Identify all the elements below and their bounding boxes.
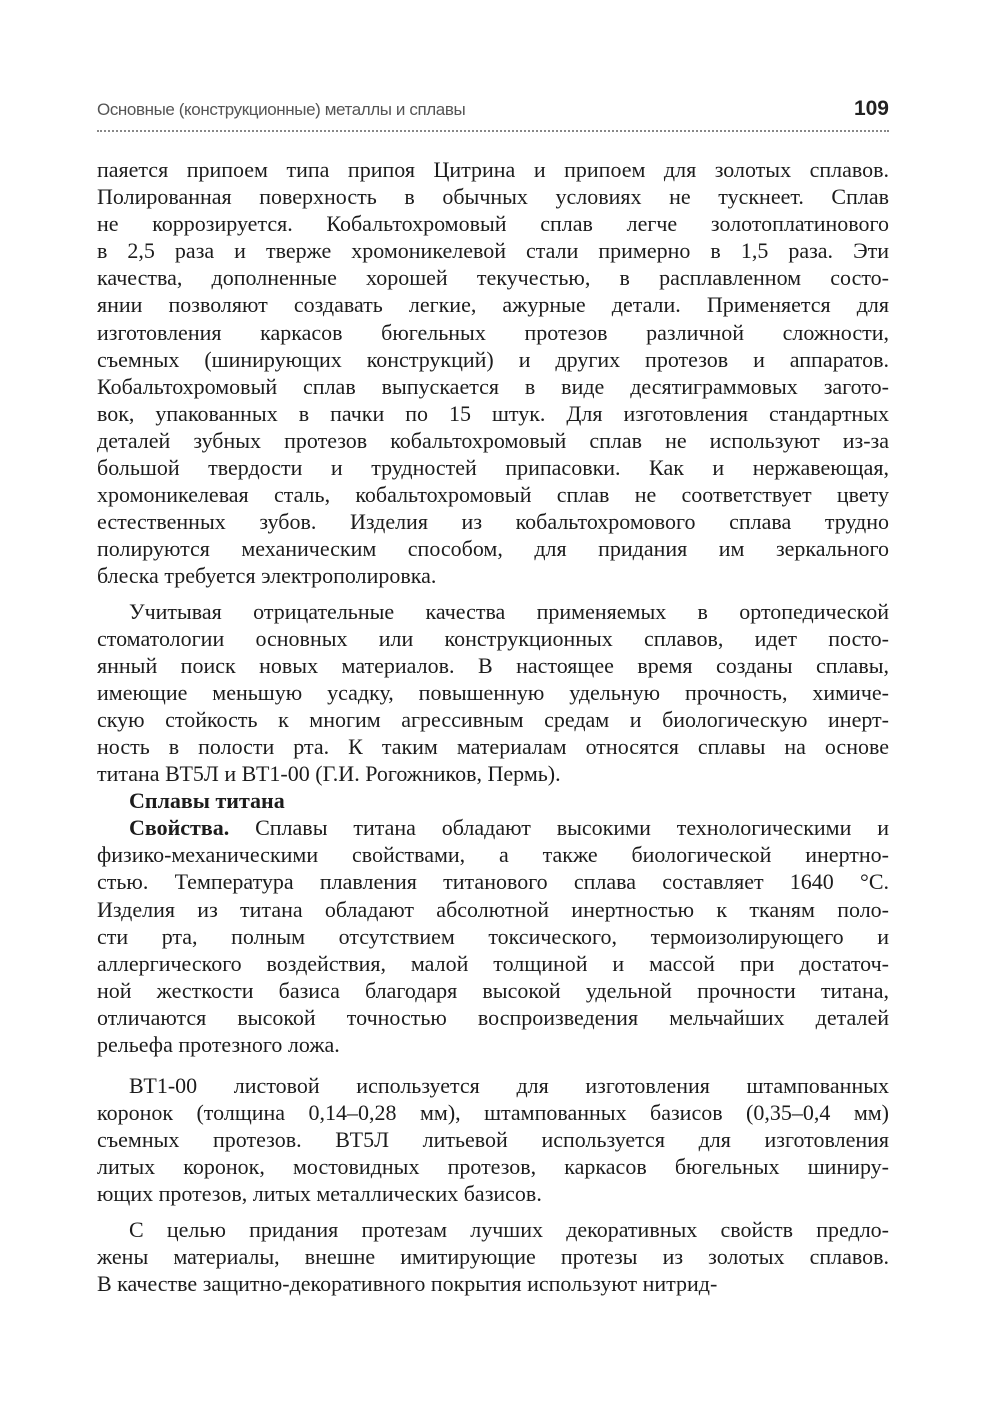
- paragraph: [97, 156, 889, 590]
- paragraph: [97, 1072, 889, 1207]
- text-line: янный поиск новых материалов. В настоящее время созданы сплавы,: [97, 652, 889, 678]
- text-line: ющих протезов, литых металлических базисов.: [97, 1181, 542, 1207]
- running-header-title: Основные (конструкционные) металлы и сплавы: [97, 100, 466, 119]
- text-line: [97, 814, 889, 841]
- text-line: изготовления каркасов бюгельных протезов различной сложности,: [97, 319, 889, 345]
- header-dotted-rule: [97, 130, 889, 132]
- page-number: 109: [853, 97, 889, 120]
- text-line: не коррозируется. Кобальтохромовый сплав легче золотоплатинового: [97, 211, 889, 237]
- text-line: физико-механическими свойствами, а также биологической инертно-: [97, 842, 889, 868]
- text-line: рельефа протезного ложа.: [97, 1032, 340, 1057]
- text-line-rest: Сплавы титана обладают высокими технологическими и: [229, 815, 889, 841]
- text-line: Изделия из титана обладают абсолютной инертностью к тканям поло-: [97, 896, 889, 922]
- text-line: сти рта, полным отсутствием токсического, термоизолирующего и: [97, 923, 889, 949]
- text-line: скую стойкость к многим агрессивным средам и биологическую инерт-: [97, 706, 889, 732]
- text-line: в 2,5 раза и тверже хромоникелевой стали примерно в 1,5 раза. Эти: [97, 238, 889, 264]
- text-line: имеющие меньшую усадку, повышенную удельную прочность, химиче-: [97, 679, 889, 705]
- text-line: титана ВТ5Л и ВТ1-00 (Г.И. Рогожников, Пермь).: [97, 761, 561, 787]
- text-line: ной жесткости базиса благодаря высокой удельной прочности титана,: [97, 977, 889, 1003]
- text-line: съемных (шинирующих конструкций) и других протезов и аппаратов.: [97, 346, 889, 372]
- paragraph: [97, 814, 889, 1058]
- paragraph: [97, 598, 889, 788]
- text-line: Полированная поверхность в обычных условиях не тускнеет. Сплав: [97, 184, 889, 210]
- text-line: жены материалы, внешне имитирующие протезы из золотых сплавов.: [97, 1243, 889, 1269]
- text-line: качества, дополненные хорошей текучестью, в расплавленном состо-: [97, 265, 889, 291]
- text-line: блеска требуется электрополировка.: [97, 563, 437, 589]
- text-line: естественных зубов. Изделия из кобальтохромового сплава трудно: [97, 509, 889, 535]
- text-line: С целью придания протезам лучших декоративных свойств предло-: [129, 1216, 889, 1242]
- lead-in-bold: Свойства.: [129, 815, 230, 841]
- text-line: коронок (толщина 0,14–0,28 мм), штампованных базисов (0,35–0,4 мм): [97, 1100, 889, 1126]
- text-line: стью. Температура плавления титанового сплава составляет 1640 °С.: [97, 869, 889, 895]
- text-line: стоматологии основных или конструкционных сплавов, идет посто-: [97, 625, 889, 651]
- text-line: ВТ1-00 листовой используется для изготовления штампованных: [129, 1073, 889, 1099]
- page-body: [97, 156, 889, 1297]
- running-header: [97, 98, 889, 128]
- text-line: Кобальтохромовый сплав выпускается в виде десятиграммовых загото-: [97, 373, 889, 399]
- text-line: янии позволяют создавать легкие, ажурные детали. Применяется для: [97, 292, 889, 318]
- text-line: аллергического воздействия, малой толщиной и массой при достаточ-: [97, 950, 889, 976]
- text-line: вок, упакованных в пачки по 15 штук. Для изготовления стандартных: [97, 400, 889, 426]
- text-line: полируются механическим способом, для придания им зеркального: [97, 536, 889, 562]
- text-line: паяется припоем типа припоя Цитрина и припоем для золотых сплавов.: [97, 157, 889, 182]
- text-line: деталей зубных протезов кобальтохромовый сплав не используют из-за: [97, 427, 889, 453]
- text-line: отличаются высокой точностью воспроизведения мельчайших деталей: [97, 1004, 889, 1030]
- section-heading: [97, 787, 889, 814]
- text-line: литых коронок, мостовидных протезов, каркасов бюгельных шиниру-: [97, 1154, 889, 1180]
- text-line: В качестве защитно-декоративного покрытия используют нитрид-: [97, 1270, 718, 1296]
- section-heading-text: Сплавы титана: [129, 788, 285, 814]
- text-line: съемных протезов. ВТ5Л литьевой используется для изготовления: [97, 1127, 889, 1153]
- paragraph: [97, 1216, 889, 1297]
- text-line: ность в полости рта. К таким материалам относятся сплавы на основе: [97, 733, 889, 759]
- text-line: большой твердости и трудностей припасовки. Как и нержавеющая,: [97, 455, 889, 481]
- text-line: Учитывая отрицательные качества применяемых в ортопедической: [129, 598, 889, 624]
- text-line: хромоникелевая сталь, кобальтохромовый сплав не соответствует цвету: [97, 482, 889, 508]
